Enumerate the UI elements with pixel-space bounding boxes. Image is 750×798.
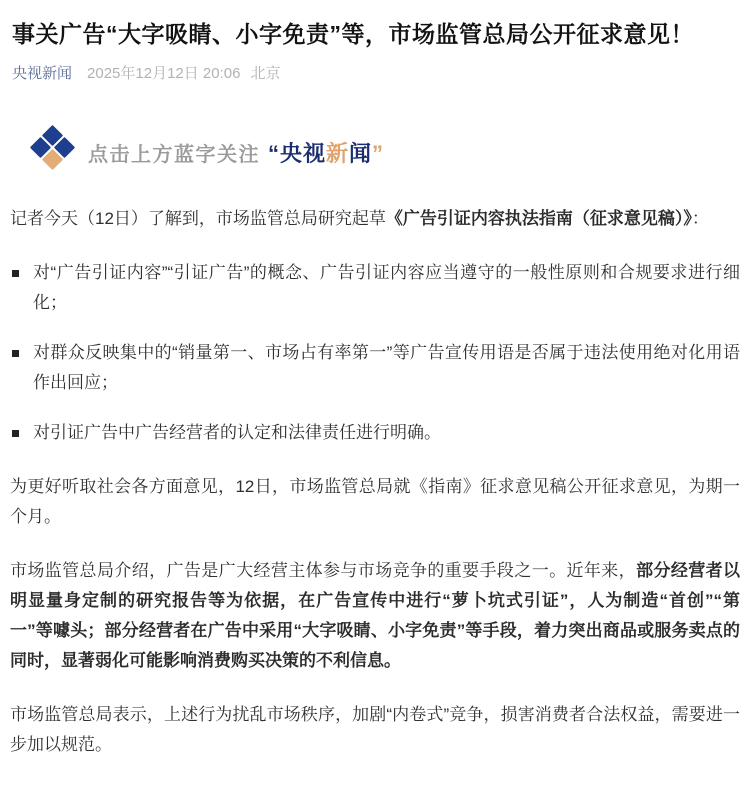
follow-banner-image[interactable] [30,124,742,180]
paragraph-consultation: 为更好听取社会各方面意见，12日，市场监管总局就《指南》征求意见稿公开征求意见，为期一个月。 [10,477,740,526]
brand-quote-open: “ [268,140,280,166]
brand-quote-close: ” [372,140,385,166]
list-item-text: 对引证广告中广告经营者的认定和法律责任进行明确。 [33,423,441,442]
article-title: 事关广告“大字吸睛、小字免责”等，市场监管总局公开征求意见！ [12,21,694,47]
paragraph-conclusion: 市场监管总局表示，上述行为扰乱市场秩序，加剧“内卷式”竞争，损害消费者合法权益，需要进一步加以规范。 [10,705,740,754]
background-regular-text: 市场监管总局介绍，广告是广大经营主体参与市场竞争的重要手段之一。近年来， [10,561,637,580]
intro-regular-text: 记者今天（12日）了解到，市场监管总局研究起草 [10,209,386,228]
publish-location: 北京 [250,65,281,82]
brand-name [268,137,384,168]
brand-navy-part: 央视 [280,140,327,166]
key-points-list [10,258,740,448]
list-item [10,338,740,398]
brand-orange-part: 新 [326,140,350,166]
paragraph-intro [10,204,740,234]
list-item-text: 对群众反映集中的“销量第一、市场占有率第一”等广告宣传用语是否属于违法使用绝对化用语作出回应； [33,343,740,392]
intro-tail-text: ： [691,209,709,228]
bullet-square-icon [12,270,19,277]
publish-date: 2025年12月12日 20:06 [87,65,241,82]
background-bold-text: 部分经营者以明显量身定制的研究报告等为依据，在广告宣传中进行“萝卜坑式引证”，人为制造“首创”“第一”等噱头；部分经营者在广告中采用“大字吸睛、小字免责”等手段，着力突出商品或服务卖点的同时，显著弱化可能影响消费购买决策的不利信息。 [10,561,741,670]
follow-prompt-text: 点击上方蓝字关注 [88,143,260,166]
list-item-text: 对“广告引证内容”“引证广告”的概念、广告引证内容应当遵守的一般性原则和合规要求进行细化； [33,263,740,312]
article-body [8,204,742,760]
account-name-link[interactable]: 央视新闻 [12,65,73,82]
bullet-square-icon [12,350,19,357]
intro-bold-title: 《广告引证内容执法指南（征求意见稿）》 [385,209,692,228]
byline [12,64,738,84]
cctv-diamond-logo [30,125,76,179]
bullet-square-icon [12,430,19,437]
paragraph-background [10,556,740,676]
brand-navy-part2: 闻 [349,140,373,166]
list-item [10,258,740,318]
list-item [10,418,740,448]
